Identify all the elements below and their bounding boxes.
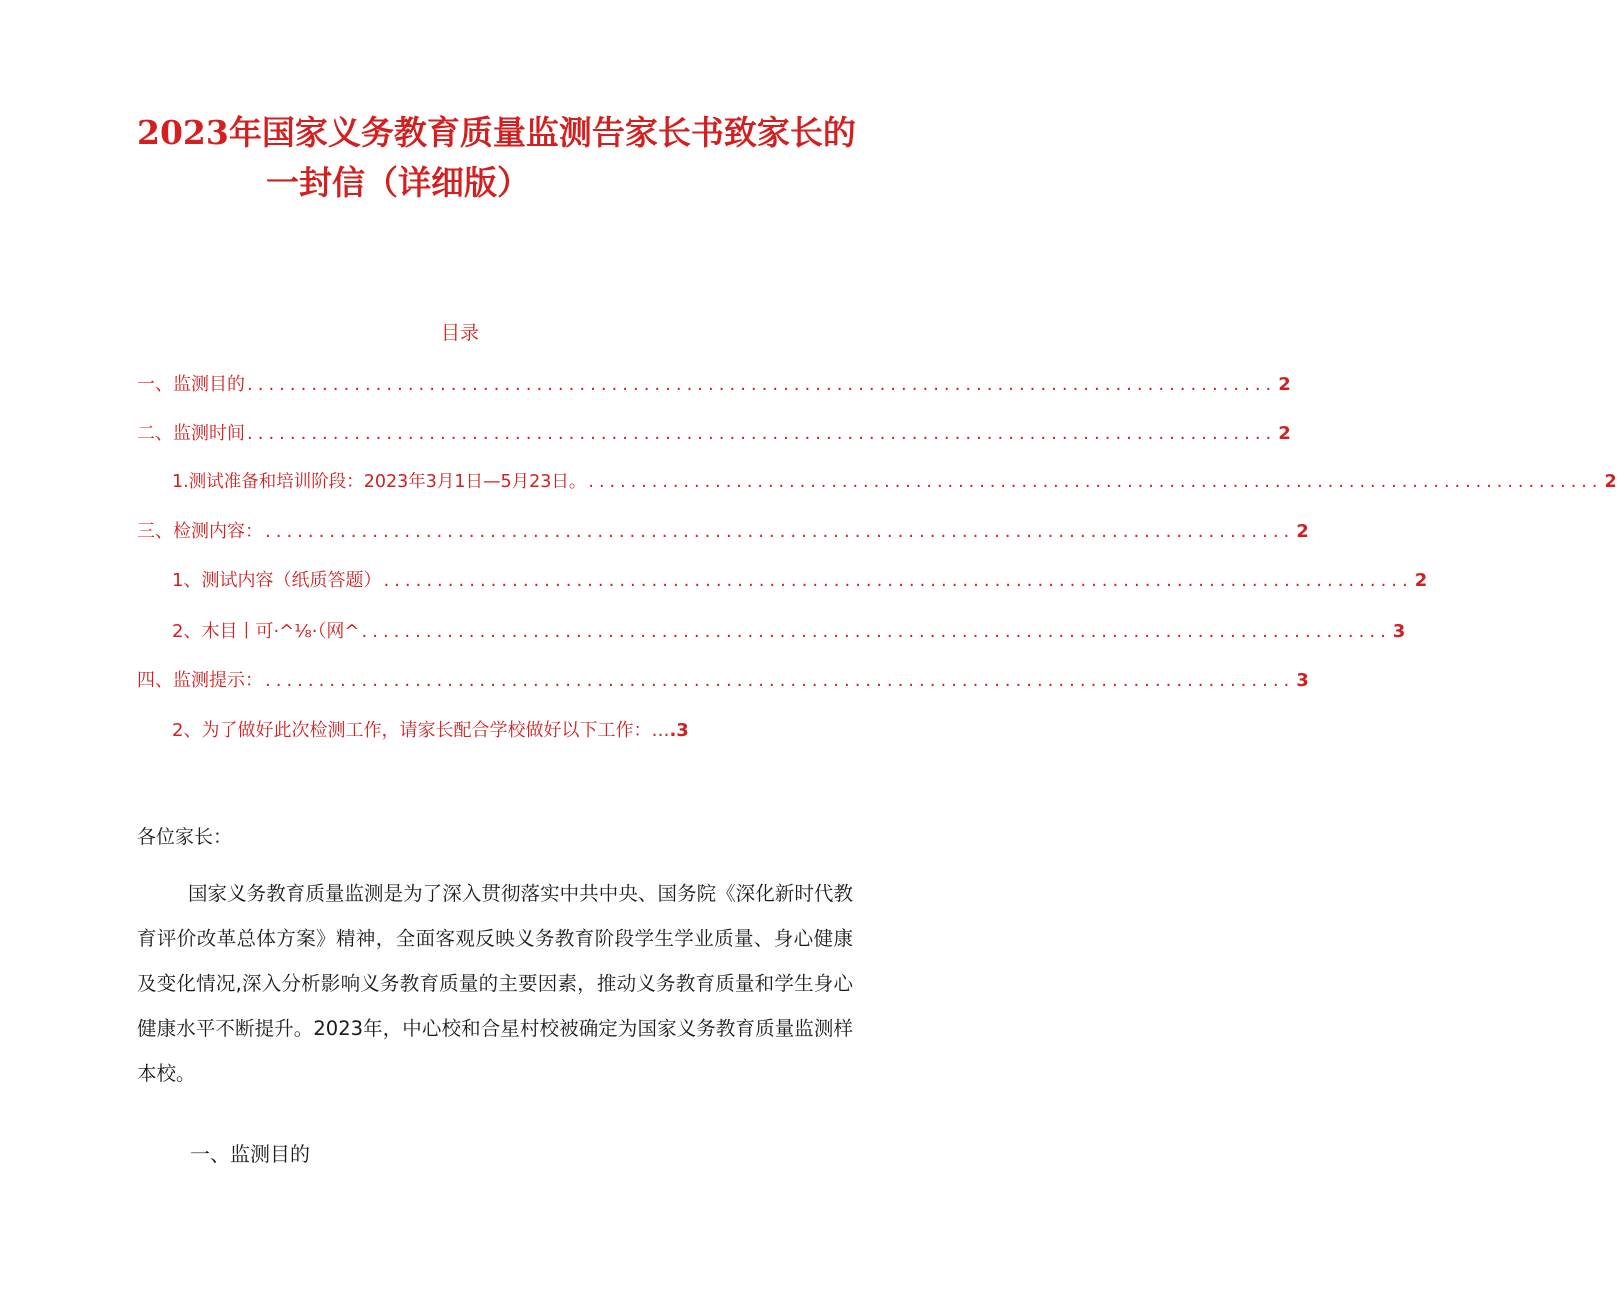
toc-leader-dots: ................................................................................................	[265, 670, 1295, 691]
toc-entry[interactable]	[137, 517, 1309, 543]
intro-paragraph: 国家义务教育质量监测是为了深入贯彻落实中共中央、国务院《深化新时代教育评价改革总体方案》精神，全面客观反映义务教育阶段学生学业质量、身心健康及变化情况,深入分析影响义务教育质量的主要因素，推动义务教育质量和学生身心健康水平不断提升。2023年，中心校和合星村校被确定为国家义务教育质量监测样本校。	[137, 882, 853, 1085]
toc-entry[interactable]	[172, 566, 1428, 592]
toc-entry-page: 2	[1278, 423, 1291, 444]
toc-entry-label: 四、监测提示：	[137, 670, 263, 691]
toc-entry[interactable]	[137, 419, 1291, 445]
section-heading: 一、监测目的	[190, 1142, 310, 1166]
toc-entry-label: 1、测试内容（纸质答题）	[172, 570, 382, 591]
toc-leader-dots: ................................................................................................	[383, 570, 1413, 591]
title-line-2: 一封信（详细版）	[266, 163, 530, 202]
toc-entry-label: 三、检测内容：	[137, 521, 263, 542]
toc-leader-dots: ................................................................................................	[247, 423, 1277, 444]
toc-leader-dots: ................................................................................................	[361, 621, 1391, 642]
toc-leader-dots: ................................................................................................	[265, 521, 1295, 542]
toc-entry[interactable]	[172, 617, 1406, 643]
toc-leader-dots: ................................................................................................	[247, 374, 1277, 395]
toc-entry-label: 2、为了做好此次检测工作，请家长配合学校做好以下工作：…	[172, 720, 670, 741]
toc-entry[interactable]	[137, 666, 1309, 692]
toc-entry-page: 3	[1296, 670, 1309, 691]
toc-entry-page: 2	[1604, 472, 1617, 492]
toc-entry[interactable]	[137, 370, 1291, 396]
toc-entry-page: .3	[669, 720, 689, 741]
toc-entry[interactable]	[172, 468, 1617, 493]
toc-entry-label: 二、监测时间	[137, 423, 245, 444]
toc-entry-page: 3	[1392, 621, 1406, 642]
toc-entry-label: 一、监测目的	[137, 374, 245, 395]
salutation: 各位家长：	[137, 826, 233, 848]
title-line-1: 2023年国家义务教育质量监测告家长书致家长的	[137, 113, 856, 152]
toc-leader-dots: ................................................................................................	[588, 472, 1603, 492]
toc-entry-label: 1.测试准备和培训阶段：2023年3月1日—5月23日。	[172, 472, 587, 492]
toc-entry[interactable]	[172, 716, 784, 742]
toc-entry-page: 2	[1278, 374, 1291, 395]
toc-entry-label: 2、木目丨可·^⅛·（网^	[172, 621, 360, 642]
toc-entry-page: 2	[1296, 521, 1309, 542]
toc-entry-page: 2	[1414, 570, 1428, 591]
toc-heading: 目录	[440, 322, 479, 344]
